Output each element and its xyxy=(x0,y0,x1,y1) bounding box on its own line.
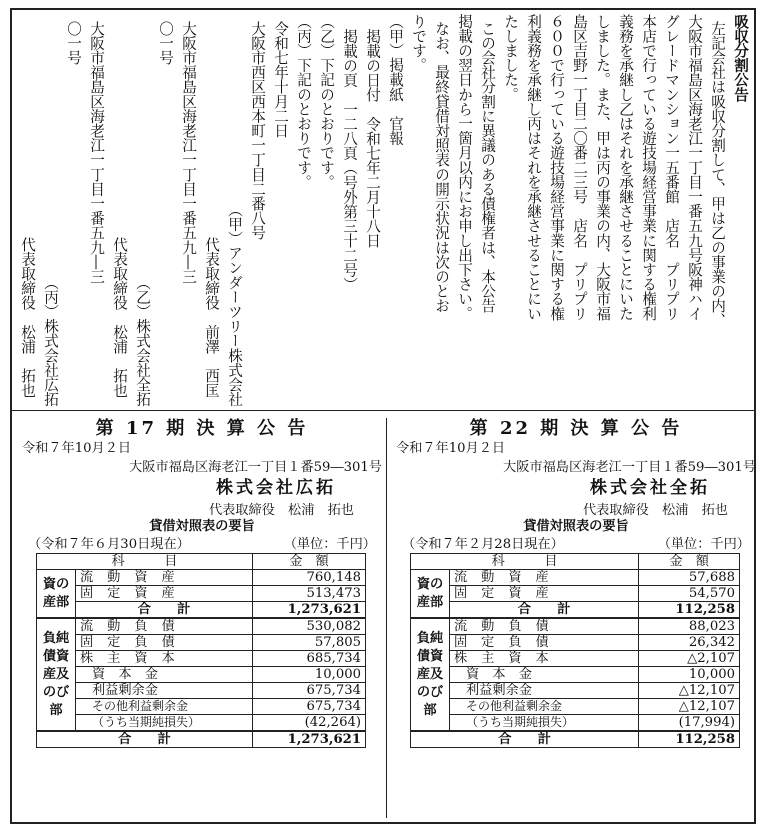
column-header-amount: 金 額 xyxy=(252,554,365,570)
row-value: 88,023 xyxy=(639,618,740,635)
total-label: 合 計 xyxy=(37,731,253,748)
notice-date: 令和七年十月二日 xyxy=(272,21,289,138)
row-value: △12,107 xyxy=(639,683,740,699)
balance-sheet-title: 貸借対照表の要旨 xyxy=(149,519,255,534)
column-header-item: 科 目 xyxy=(411,554,639,570)
notice-body-line: 大阪市福島区海老江一丁目一番五九号阪神ハイ xyxy=(686,14,703,321)
row-value: 54,570 xyxy=(639,586,740,602)
financial-statement-right xyxy=(396,418,756,748)
row-value: 513,473 xyxy=(252,586,365,602)
row-label: 株主資本 xyxy=(450,651,639,667)
row-label: 利益剰余金 xyxy=(450,683,639,699)
notice-publication-page: 掲載の頁 一二八頁（号外第三十二号） xyxy=(341,29,358,292)
company-c-address: 大阪市福島区海老江一丁目一番五九―三 xyxy=(88,21,105,284)
balance-sheet-title: 貸借対照表の要旨 xyxy=(523,519,629,534)
total-value: 112,258 xyxy=(639,602,740,619)
row-label: 流動負債 xyxy=(450,618,639,635)
row-label: 流動負債 xyxy=(76,618,253,635)
row-value: 530,082 xyxy=(252,618,365,635)
company-b-address: 大阪市福島区海老江一丁目一番五九―三 xyxy=(180,21,197,284)
row-value: (42,264) xyxy=(252,715,365,732)
row-label: 流動資産 xyxy=(450,570,639,586)
company-a-name: （甲）アンダーツリー株式会社 xyxy=(226,201,243,406)
category-liabilities-equity: 負純債資産及のび部 xyxy=(411,618,450,731)
as-of-date: （令和７年６月30日現在） xyxy=(28,537,190,552)
statement-representative: 代表取締役 松浦 拓也 xyxy=(208,503,354,518)
row-value: 57,805 xyxy=(252,635,365,651)
row-label: （うち当期純損失） xyxy=(76,715,253,732)
notice-body-line: しました。また、甲は丙の事業の内、大阪市福 xyxy=(594,14,611,321)
company-c-name: （丙）株式会社広拓 xyxy=(42,274,59,406)
row-label: 資 本 金 xyxy=(76,667,253,683)
statement-title: 第 17 期 決 算 公 告 xyxy=(95,418,309,439)
notice-body-line: なお、最終貸借対照表の開示状況は次のとお xyxy=(433,21,450,313)
total-value: 1,273,621 xyxy=(252,731,365,748)
row-value: 675,734 xyxy=(252,683,365,699)
notice-body-line: 左記会社は吸収分割して、甲は乙の事業の内、 xyxy=(709,21,726,328)
row-value: (17,994) xyxy=(639,715,740,732)
row-value: 26,342 xyxy=(639,635,740,651)
absorption-split-notice xyxy=(16,14,752,406)
statement-address: 大阪市福島区海老江一丁目１番59―301号 xyxy=(503,460,756,475)
statement-representative: 代表取締役 松浦 拓也 xyxy=(582,503,728,518)
statement-date: 令和７年10月２日 xyxy=(22,441,132,456)
total-label: 合 計 xyxy=(450,602,639,619)
statement-company: 株式会社全拓 xyxy=(590,478,710,498)
category-assets: 資の産部 xyxy=(411,570,450,619)
row-label: 固定資産 xyxy=(76,586,253,602)
row-value: 57,688 xyxy=(639,570,740,586)
notice-body-line: 掲載の翌日から一箇月以内にお申し出下さい。 xyxy=(456,14,473,321)
total-value: 112,258 xyxy=(639,731,740,748)
row-label: 固定負債 xyxy=(76,635,253,651)
row-value: 760,148 xyxy=(252,570,365,586)
row-value: △12,107 xyxy=(639,699,740,715)
balance-sheet-table xyxy=(36,553,366,748)
company-c-representative: 代表取締役 松浦 拓也 xyxy=(19,237,36,398)
unit-label: （単位：千円） xyxy=(657,537,750,552)
row-label: 固定負債 xyxy=(450,635,639,651)
total-value: 1,273,621 xyxy=(252,602,365,619)
notice-body-line: この会社分割に異議のある債権者は、本公告 xyxy=(479,21,496,313)
horizontal-divider xyxy=(10,410,756,411)
notice-body-line: グレードマンション一五番館 店名 プリプリ xyxy=(663,14,680,321)
notice-body-line: たしました。 xyxy=(502,14,519,102)
company-b-name: （乙）株式会社全拓 xyxy=(134,274,151,406)
row-value: 10,000 xyxy=(639,667,740,683)
notice-body-line: 利義務を承継し丙はそれを承継させることにい xyxy=(525,14,542,321)
balance-sheet-table xyxy=(410,553,740,748)
notice-title: 吸収分割公告 xyxy=(732,14,749,102)
statement-title: 第 22 期 決 算 公 告 xyxy=(469,418,683,439)
row-label: 株主資本 xyxy=(76,651,253,667)
notice-publication-date: 掲載の日付 令和七年二月十八日 xyxy=(364,29,381,248)
row-value: △2,107 xyxy=(639,651,740,667)
row-label: 流動資産 xyxy=(76,570,253,586)
row-label: 固定資産 xyxy=(450,586,639,602)
balance-sheet-header xyxy=(22,536,382,553)
company-b-representative: 代表取締役 松浦 拓也 xyxy=(111,237,128,398)
column-header-item: 科 目 xyxy=(37,554,253,570)
statement-address: 大阪市福島区海老江一丁目１番59―301号 xyxy=(129,460,382,475)
company-c-address-cont: 〇一号 xyxy=(65,21,82,65)
unit-label: （単位：千円） xyxy=(283,537,376,552)
company-a-address: 大阪市西区西本町一丁目二番八号 xyxy=(249,21,266,240)
notice-body-line: りです。 xyxy=(410,14,427,73)
statement-company: 株式会社広拓 xyxy=(216,478,336,498)
notice-body-line: 本店で行っている遊技場経営事業に関する権利 xyxy=(640,14,657,321)
row-value: 10,000 xyxy=(252,667,365,683)
notice-hei-line: （丙）下記のとおりです。 xyxy=(295,14,312,190)
category-liabilities-equity: 負純債資産及のび部 xyxy=(37,618,76,731)
category-assets: 資の産部 xyxy=(37,570,76,619)
row-label: 資 本 金 xyxy=(450,667,639,683)
balance-sheet-header xyxy=(396,536,756,553)
row-label: その他利益剰余金 xyxy=(450,699,639,715)
notice-body-line: 島区吉野一丁目二〇番二三号 店名 プリプリ xyxy=(571,14,588,321)
row-value: 675,734 xyxy=(252,699,365,715)
notice-body-line: ６００で行っている遊技場経営事業に関する権 xyxy=(548,14,565,321)
total-label: 合 計 xyxy=(411,731,639,748)
financial-statement-left xyxy=(22,418,382,748)
vertical-divider xyxy=(386,418,387,818)
row-value: 685,734 xyxy=(252,651,365,667)
total-label: 合 計 xyxy=(76,602,253,619)
column-header-amount: 金 額 xyxy=(639,554,740,570)
row-label: その他利益剰余金 xyxy=(76,699,253,715)
notice-publication-line: （甲）掲載紙 官報 xyxy=(387,14,404,146)
row-label: （うち当期純損失） xyxy=(450,715,639,732)
company-a-representative: 代表取締役 前澤 西匡 xyxy=(203,237,220,398)
row-label: 利益剰余金 xyxy=(76,683,253,699)
as-of-date: （令和７年２月28日現在） xyxy=(402,537,564,552)
statement-date: 令和７年10月２日 xyxy=(396,441,506,456)
notice-otsu-line: （乙）下記のとおりです。 xyxy=(318,14,335,190)
company-b-address-cont: 〇一号 xyxy=(157,21,174,65)
notice-body-line: 義務を承継し乙はそれを承継させることにいた xyxy=(617,14,634,321)
